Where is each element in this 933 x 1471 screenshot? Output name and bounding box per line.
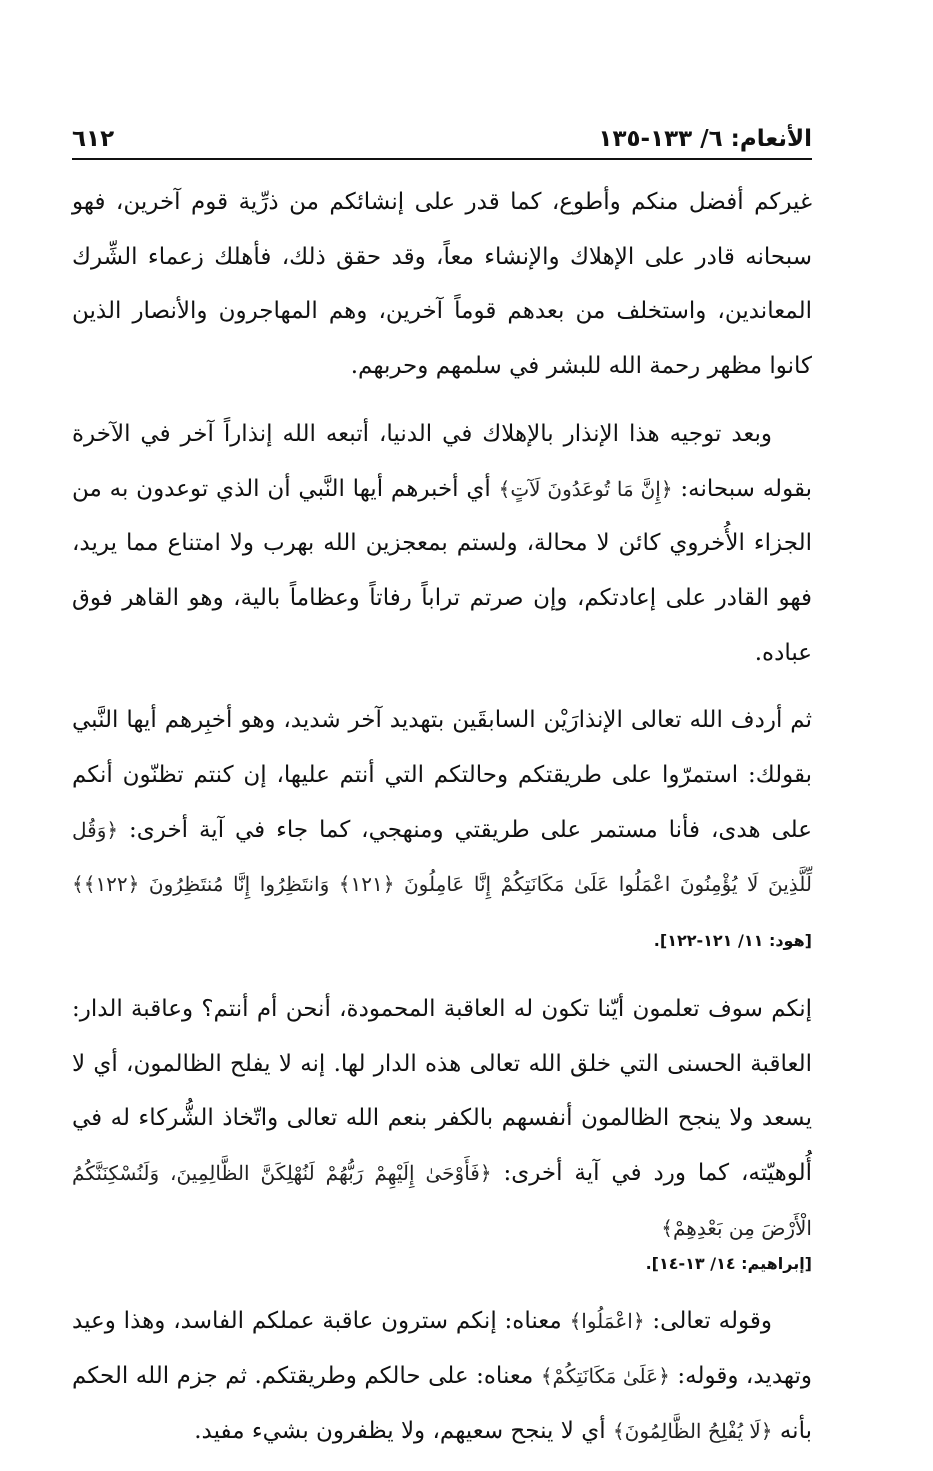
header-divider xyxy=(72,158,812,160)
running-title: الأنعام: ٦/ ١٣٣-١٣٥ xyxy=(598,126,812,152)
paragraph-rest: أي أخبرهم أيها النَّبي أن الذي توعدون به من الجزاء الأُخروي كائن لا محالة، ولستم بمعجزين الله بهرب ولا امتناع مما يريد، فهو القادر على إعادتكم، وإن صرتم تراباً رفاتاً وعظاماً بالية، وهو القاهر فوق عباده. xyxy=(72,475,812,666)
paragraph-text: أي لا ينجح سعيهم، ولا يظفرون بشيء مفيد. xyxy=(194,1417,606,1444)
paragraph-text: معناه: على حالكم وطريقتكم. ثم جزم الله الحكم بأنه xyxy=(72,1363,812,1444)
paragraph-intro: إنكم سوف تعلمون أيّنا تكون له العاقبة المحمودة، أنحن أم أنتم؟ وعاقبة الدار: العاقبة الحسنى التي خلق الله تعالى هذه الدار لها. إنه لا يفلح الظالمون، أي لا يسعد ولا ينجح الظالمون أنفسهم بالكفر بنعم الله تعالى واتّخاذ الشُّركاء له في أُلوهيّته، كما ورد في آية أخرى: xyxy=(72,995,812,1186)
paragraph-intro: وبعد توجيه هذا الإنذار بالإهلاك في الدنيا، أتبعه الله إنذاراً آخر في الآخرة بقوله سبحانه: xyxy=(72,420,812,502)
quran-verse: ﴿إِنَّ مَا تُوعَدُونَ لَآتٍ﴾ xyxy=(498,476,673,501)
paragraph-2 xyxy=(72,407,812,681)
verse-reference: [إبراهيم: ١٤/ ١٣-١٤]. xyxy=(645,1254,812,1274)
quran-verse: ﴿اعْمَلُوا﴾ xyxy=(569,1309,645,1334)
paragraph-3 xyxy=(72,693,812,969)
page-header xyxy=(72,110,812,152)
paragraph-5 xyxy=(72,1294,812,1458)
page-number: ٦١٢ xyxy=(72,126,115,152)
quran-verse: ﴿عَلَىٰ مَكَانَتِكُمْ﴾ xyxy=(540,1364,670,1389)
quran-verse: ﴿فَأَوْحَىٰ إِلَيْهِمْ رَبُّهُمْ لَنُهْلِكَنَّ الظَّالِمِينَ، وَلَنُسْكِنَنَّكُمُ الْأَرْضَ مِن بَعْدِهِمْ﴾ xyxy=(72,1160,812,1240)
page-body xyxy=(72,175,812,1471)
paragraph-intro: ثم أردف الله تعالى الإنذارَيْن السابقَين بتهديد آخر شديد، وهو أخبِرهم أيها النَّبي بقولك: استمرّوا على طريقتكم وحالتكم التي أنتم عليها، إن كنتم تظنّون أنكم على هدى، فأنا مستمر على طريقتي ومنهجي، كما جاء في آية أخرى: xyxy=(72,707,813,843)
paragraph-text: معناه: إنكم سترون عاقبة عملكم الفاسد، وهذا وعيد وتهديد، وقوله: xyxy=(72,1308,813,1390)
paragraph-text: غيركم أفضل منكم وأطوع، كما قدر على إنشائكم من ذرِّية قوم آخرين، فهو سبحانه قادر على الإهلاك والإنشاء معاً، وقد حقق ذلك، فأهلك زعماء الشِّرك المعاندين، واستخلف من بعدهم قوماً آخرين، وهم المهاجرون والأنصار الذين كانوا مظهر رحمة الله للبشر في سلمهم وحربهم. xyxy=(72,189,812,380)
verse-reference: [هود: ١١/ ١٢١-١٢٢]. xyxy=(653,931,812,951)
paragraph-1 xyxy=(72,175,812,394)
paragraph-text: وقوله تعالى: xyxy=(652,1308,772,1335)
paragraph-4 xyxy=(72,982,812,1282)
quran-verse: ﴿وَقُل لِّلَّذِينَ لَا يُؤْمِنُونَ اعْمَلُوا عَلَىٰ مَكَانَتِكُمْ إِنَّا عَامِلُونَ ﴿١٢١﴾ وَانتَظِرُوا إِنَّا مُنتَظِرُونَ ﴿١٢٢﴾﴾ xyxy=(72,817,812,897)
quran-verse: ﴿لَا يُفْلِحُ الظَّالِمُونَ﴾ xyxy=(612,1418,773,1443)
